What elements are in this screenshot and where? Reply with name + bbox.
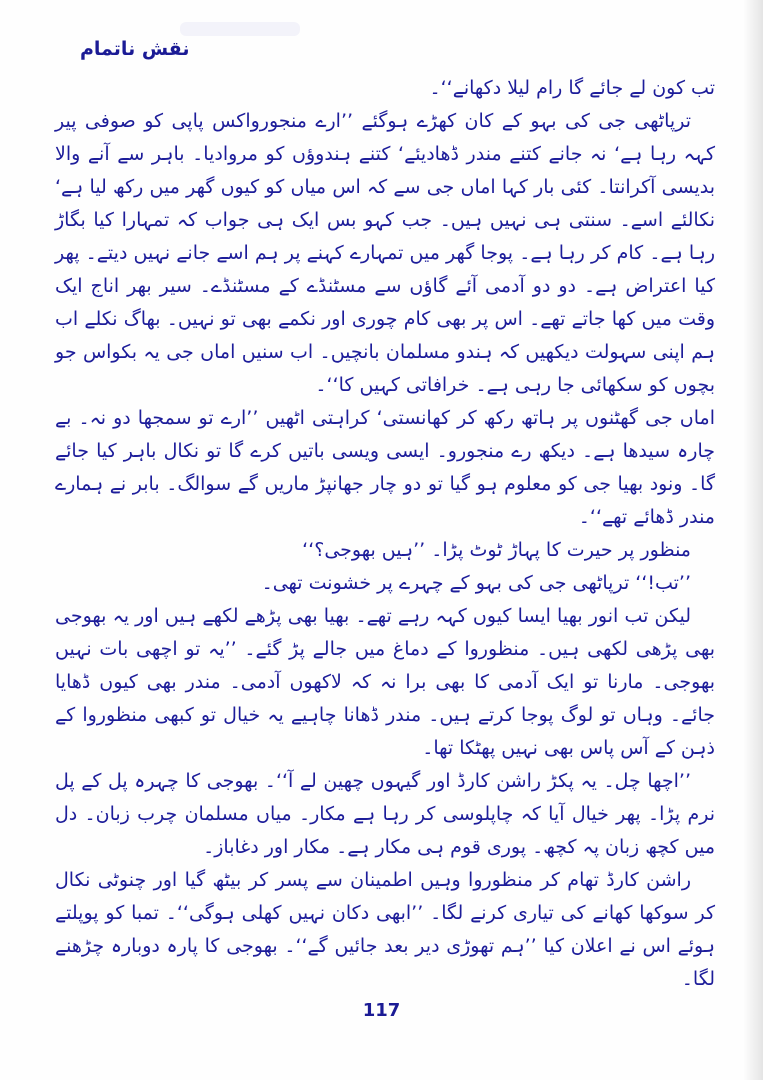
- paragraph-2: ترپاٹھی جی کی بہو کے کان کھڑے ہوگئے ’’ارے منجورواکس پاپی کو صوفی پیر کہہ رہا ہے‘ نہ جانے کتنے مندر ڈھادیئے‘ کتنے ہندوؤں کو مروادیا۔ باہر سے آنے والا بدیسی آکرانتا۔ کئی بار کہا اماں جی سے کہ اس میاں کو کیوں گھر میں رکھ لیا ہے‘ نکالئے اسے۔ سنتی ہی نہیں ہیں۔ جب کہو بس ایک ہی جواب کہ تمہارا کیا بگاڑ رہا ہے۔ کام کر رہا ہے۔ پوجا گھر میں تمہارے کہنے پر ہم اسے جانے نہیں دیتے۔ پھر کیا اعتراض ہے۔ دو دو آدمی آئے گاؤں سے مسٹنڈے کے مسٹنڈے۔ سیر بھر اناج ایک وقت میں کھا جاتے تھے۔ اس پر بھی کام چوری اور نکمے بھی تو نہیں۔ بھاگ نکلے اب ہم اپنی سہولت دیکھیں کہ ہندو مسلمان بانچیں۔ اب سنیں اماں جی یہ بکواس جو بچوں کو سکھائی جا رہی ہے۔ خرافاتی کہیں کا‘‘۔: [55, 110, 715, 396]
- paragraph-8: راشن کارڈ تھام کر منظوروا وہیں اطمینان سے پسر کر بیٹھ گیا اور چنوٹی نکال کر سوکھا کھانے کی تیاری کرنے لگا۔ ’’ابھی دکان نہیں کھلی ہوگی‘‘۔ تمبا کو پوپلتے ہوئے اس نے اعلان کیا ’’ہم تھوڑی دیر بعد جائیں گے‘‘۔ بھوجی کا پارہ دوبارہ چڑھنے لگا۔: [55, 869, 715, 990]
- page-body: [55, 72, 715, 996]
- page-edge-shadow: [743, 0, 763, 1080]
- paragraph-1: تب کون لے جائے گا رام لیلا دکھانے‘‘۔: [429, 77, 715, 99]
- paragraph-6: لیکن تب انور بھیا ایسا کیوں کہہ رہے تھے۔ بھیا بھی پڑھے لکھے ہیں اور یہ بھوجی بھی پڑھی لکھی ہیں۔ منظوروا کے دماغ میں جالے پڑ گئے۔ ’’یہ تو اچھی بات نہیں بھوجی۔ مارنا تو ایک آدمی کا بھی برا نہ کہ لاکھوں آدمی۔ مندر بھی کیوں ڈھایا جائے۔ وہاں تو لوگ پوجا کرتے ہیں۔ مندر ڈھانا چاہیے یہ خیال تو کبھی منظوروا کے ذہن کے آس پاس بھی نہیں پھٹکا تھا۔: [55, 605, 715, 759]
- paragraph-5: ’’تب!‘‘ ترپاٹھی جی کی بہو کے چہرے پر خشونت تھی۔: [261, 572, 691, 594]
- paragraph-7: ’’اچھا چل۔ یہ پکڑ راشن کارڈ اور گیہوں چھین لے آ‘‘۔ بھوجی کا چہرہ پل کے پل نرم پڑا۔ پھر خیال آیا کہ چاپلوسی کر رہا ہے مکار۔ میاں مسلمان چرب زبان۔ دل میں کچھ زبان پہ کچھ۔ پوری قوم ہی مکار ہے۔ مکار اور دغاباز۔: [55, 770, 715, 858]
- paragraph-4: منظور پر حیرت کا پہاڑ ٹوٹ پڑا۔ ’’ہیں بھوجی؟‘‘: [302, 539, 691, 561]
- paragraph-3: اماں جی گھٹنوں پر ہاتھ رکھ کر کھانستی‘ کراہتی اٹھیں ’’ارے تو سمجھا دو نہ۔ بے چارہ سیدھا ہے۔ دیکھ رے منجورو۔ ایسی ویسی باتیں کرے گا تو نکال باہر کیا جائے گا۔ ونود بھیا جی کو معلوم ہو گیا تو دو چار جھانپڑ ماریں گے سوالگ۔ بابر نے ہمارے مندر ڈھائے تھے‘‘۔: [55, 407, 715, 528]
- page-number: 117: [362, 1000, 401, 1021]
- scan-smudge: [180, 22, 300, 36]
- running-header: نقش ناتمام: [80, 38, 190, 60]
